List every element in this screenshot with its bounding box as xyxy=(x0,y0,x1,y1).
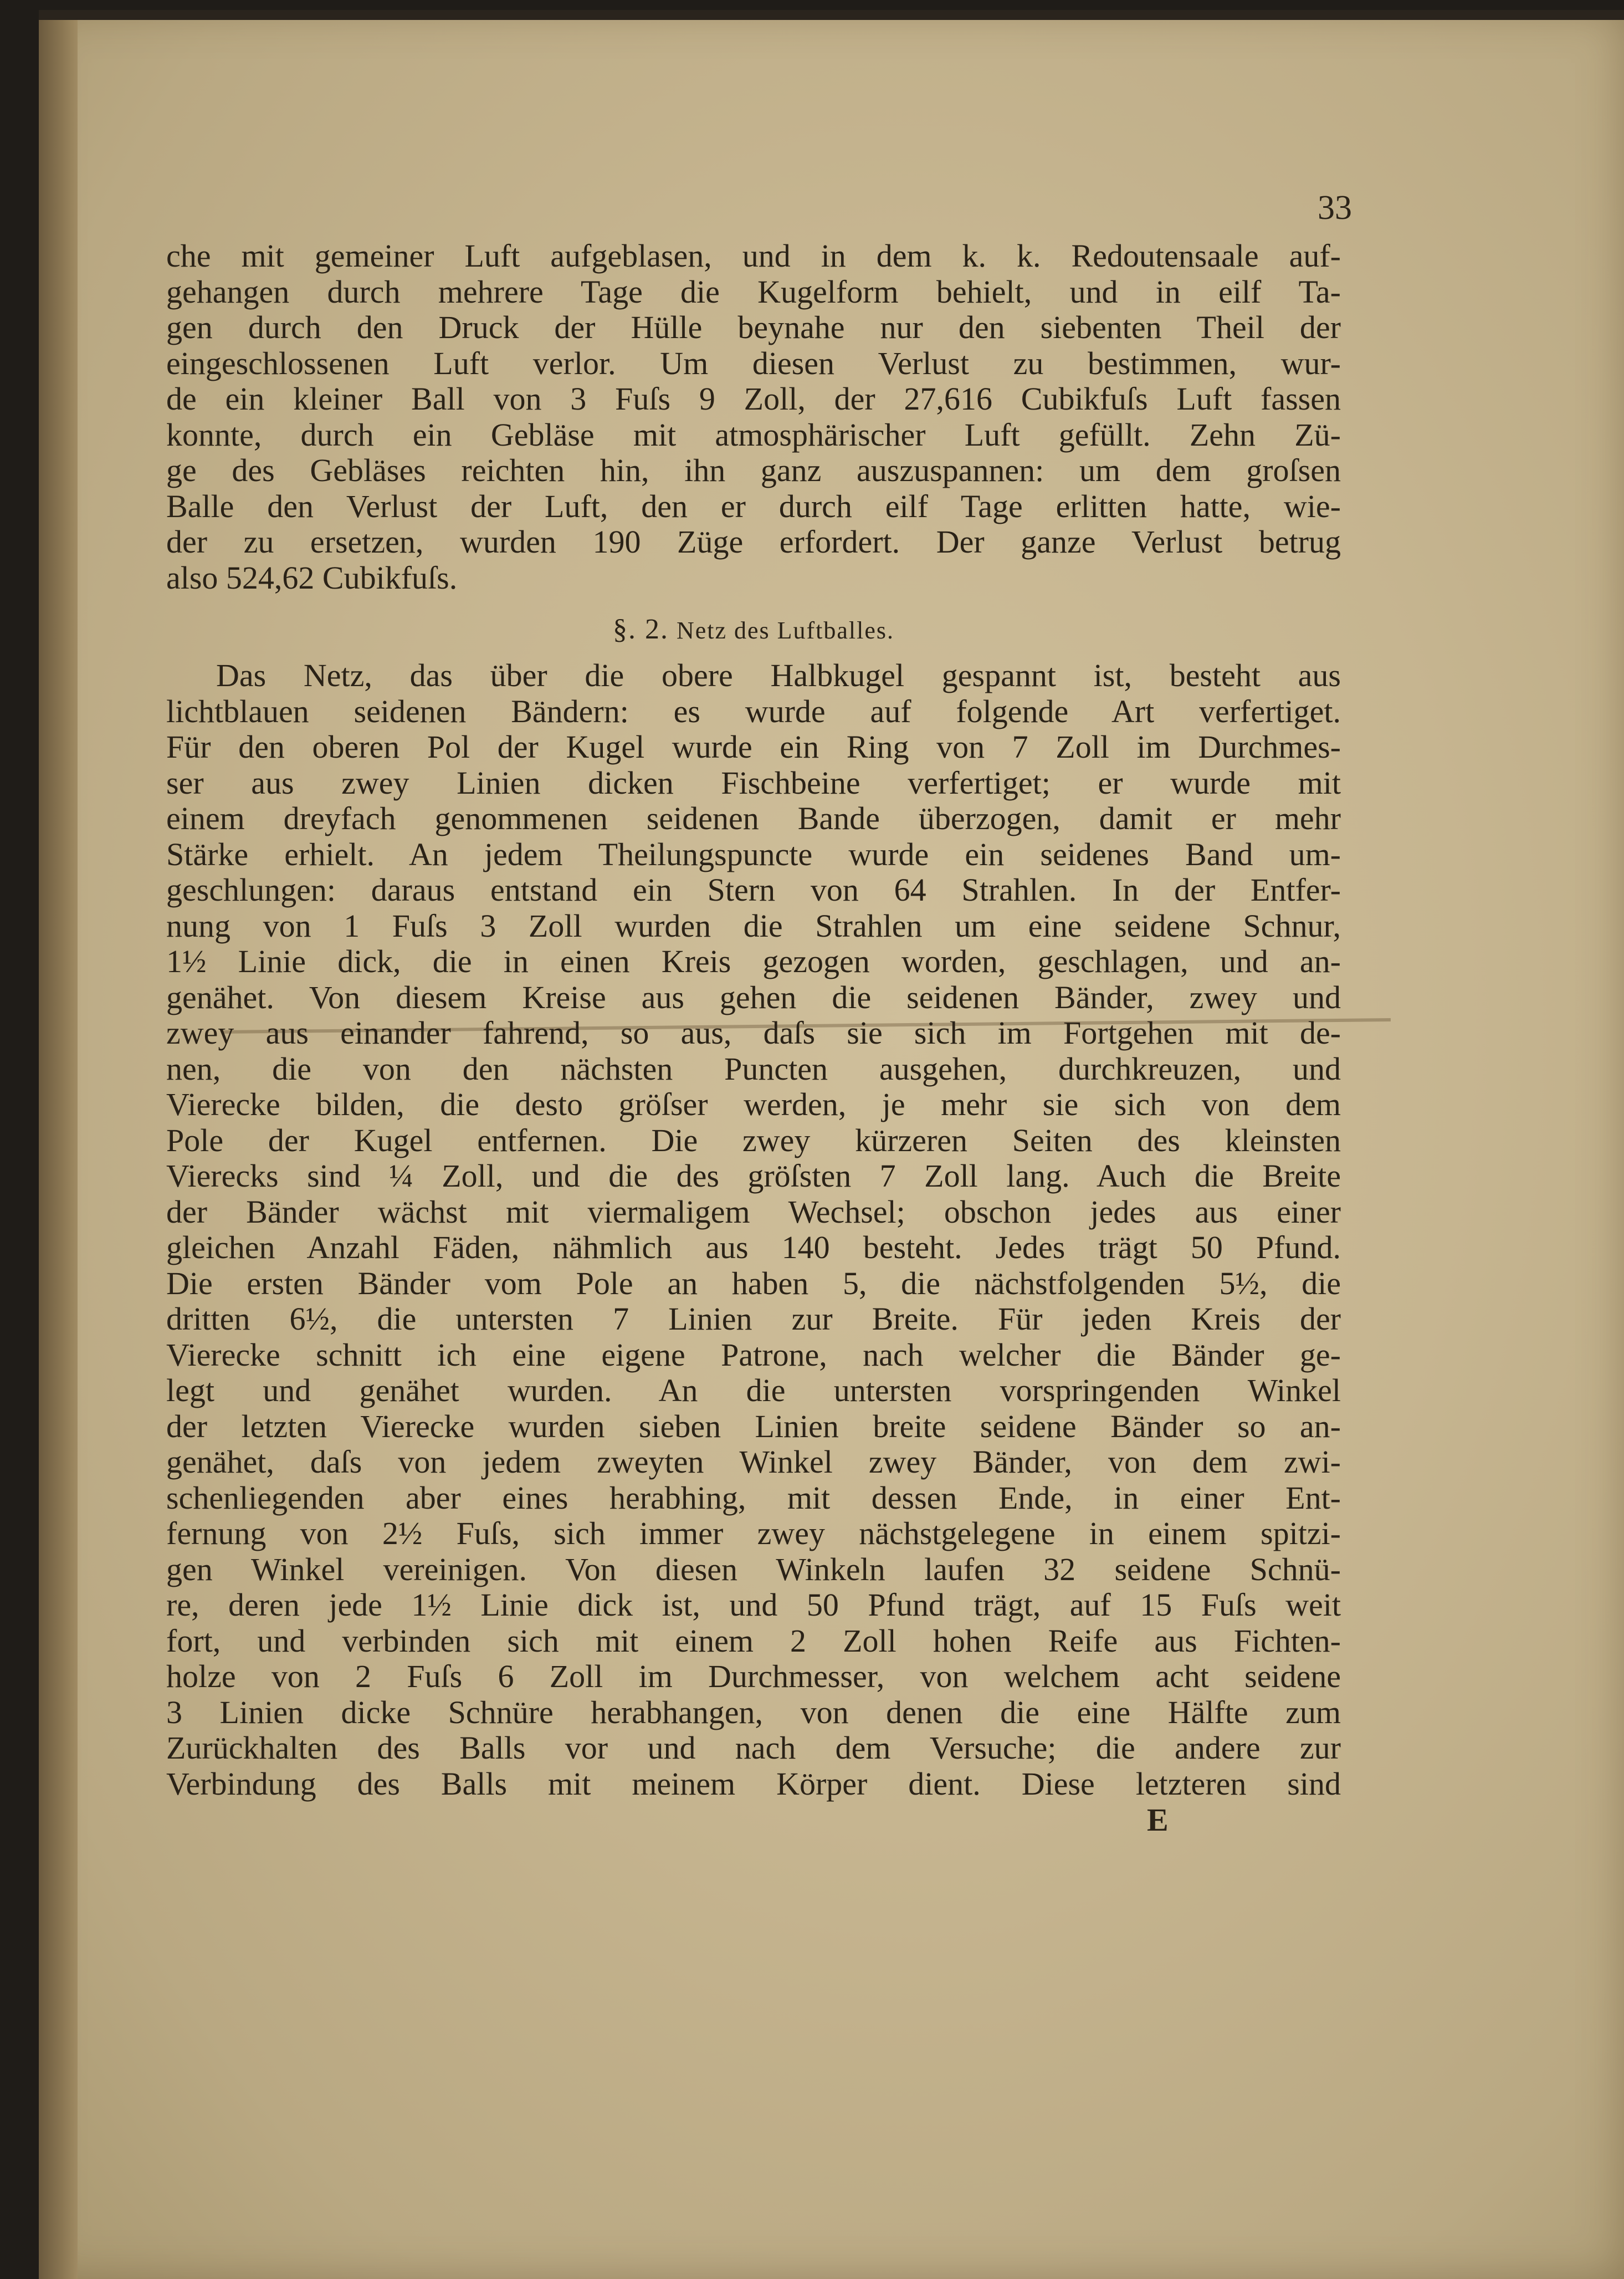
text-line: de ein kleiner Ball von 3 Fuſs 9 Zoll, der 27,616 Cubikfuſs Luft fassen xyxy=(166,381,1341,417)
text-line: gen durch den Druck der Hülle beynahe nur den siebenten Theil der xyxy=(166,309,1341,345)
text-line: konnte, durch ein Gebläse mit atmosphärischer Luft gefüllt. Zehn Zü- xyxy=(166,416,1341,453)
section-number: §. 2. xyxy=(612,614,669,645)
text-line: dritten 6½, die untersten 7 Linien zur Breite. Für jeden Kreis der xyxy=(166,1301,1341,1337)
text-line: der zu ersetzen, wurden 190 Züge erfordert. Der ganze Verlust betrug xyxy=(166,524,1341,560)
signature-mark: E xyxy=(1147,1802,1169,1838)
text-line: holze von 2 Fuſs 6 Zoll im Durchmesser, von welchem acht seidene xyxy=(166,1658,1341,1694)
text-line: zwey aus einander fahrend, so aus, daſs sie sich im Fortgehen mit de- xyxy=(166,1015,1341,1051)
text-line: Verbindung des Balls mit meinem Körper dient. Diese letzteren sind xyxy=(166,1765,1341,1802)
page-binding xyxy=(39,10,78,2279)
text-line: Für den oberen Pol der Kugel wurde ein Ring von 7 Zoll im Durchmes- xyxy=(166,729,1341,765)
paragraph-2 xyxy=(166,658,1341,1802)
text-line: gehangen durch mehrere Tage die Kugelform behielt, und in eilf Ta- xyxy=(166,273,1341,310)
text-line: also 524,62 Cubikfuſs. xyxy=(166,559,458,596)
text-line: geschlungen: daraus entstand ein Stern von 64 Strahlen. In der Entfer- xyxy=(166,872,1341,908)
section-title: Netz des Luftballes. xyxy=(676,617,895,644)
text-line: che mit gemeiner Luft aufgeblasen, und in dem k. k. Redoutensaale auf- xyxy=(166,238,1341,274)
text-line: 3 Linien dicke Schnüre herabhangen, von denen die eine Hälfte zum xyxy=(166,1694,1341,1730)
text-line: fernung von 2½ Fuſs, sich immer zwey nächstgelegene in einem spitzi- xyxy=(166,1515,1341,1551)
text-line: Balle den Verlust der Luft, den er durch eilf Tage erlitten hatte, wie- xyxy=(166,488,1341,524)
text-line: Das Netz, das über die obere Halbkugel gespannt ist, besteht aus xyxy=(216,657,1341,693)
text-line: fort, und verbinden sich mit einem 2 Zoll hohen Reife aus Fichten- xyxy=(166,1622,1341,1659)
text-line: legt und genähet wurden. An die untersten vorspringenden Winkel xyxy=(166,1372,1341,1408)
paragraph-1 xyxy=(166,238,1341,596)
page-number: 33 xyxy=(1318,189,1352,227)
text-line: Vierecks sind ¼ Zoll, und die des gröſsten 7 Zoll lang. Auch die Breite xyxy=(166,1158,1341,1194)
text-line: Stärke erhielt. An jedem Theilungspuncte wurde ein seidenes Band um- xyxy=(166,836,1341,872)
text-line: genähet. Von diesem Kreise aus gehen die seidenen Bänder, zwey und xyxy=(166,979,1341,1015)
page-top-edge xyxy=(39,10,1624,20)
text-line: gen Winkel vereinigen. Von diesen Winkeln laufen 32 seidene Schnü- xyxy=(166,1551,1341,1587)
text-line: Vierecke bilden, die desto gröſser werden, je mehr sie sich von dem xyxy=(166,1086,1341,1122)
text-line: 1½ Linie dick, die in einen Kreis gezogen worden, geschlagen, und an- xyxy=(166,943,1341,979)
text-line: einem dreyfach genommenen seidenen Bande überzogen, damit er mehr xyxy=(166,800,1341,836)
text-line: nung von 1 Fuſs 3 Zoll wurden die Strahlen um eine seidene Schnur, xyxy=(166,907,1341,944)
text-line: nen, die von den nächsten Puncten ausgehen, durchkreuzen, und xyxy=(166,1050,1341,1087)
text-line: schenliegenden aber eines herabhing, mit dessen Ende, in einer Ent- xyxy=(166,1479,1341,1516)
text-line: ser aus zwey Linien dicken Fischbeine verfertiget; er wurde mit xyxy=(166,764,1341,801)
text-line: ge des Gebläses reichten hin, ihn ganz auszuspannen: um dem groſsen xyxy=(166,452,1341,488)
text-line: Zurückhalten des Balls vor und nach dem Versuche; die andere zur xyxy=(166,1730,1341,1766)
body-text xyxy=(166,238,1341,1802)
text-line: eingeschlossenen Luft verlor. Um diesen Verlust zu bestimmen, wur- xyxy=(166,345,1341,381)
text-line: lichtblauen seidenen Bändern: es wurde auf folgende Art verfertiget. xyxy=(166,693,1341,729)
text-line: re, deren jede 1½ Linie dick ist, und 50 Pfund trägt, auf 15 Fuſs weit xyxy=(166,1587,1341,1623)
text-line: der Bänder wächst mit viermaligem Wechsel; obschon jedes aus einer xyxy=(166,1193,1341,1230)
section-heading xyxy=(166,605,1341,656)
text-line: gleichen Anzahl Fäden, nähmlich aus 140 besteht. Jedes trägt 50 Pfund. xyxy=(166,1229,1341,1265)
text-line: Pole der Kugel entfernen. Die zwey kürzeren Seiten des kleinsten xyxy=(166,1122,1341,1158)
text-line: genähet, daſs von jedem zweyten Winkel zwey Bänder, von dem zwi- xyxy=(166,1444,1341,1480)
text-line: Die ersten Bänder vom Pole an haben 5, die nächstfolgenden 5½, die xyxy=(166,1265,1341,1301)
text-line: der letzten Vierecke wurden sieben Linien breite seidene Bänder so an- xyxy=(166,1408,1341,1444)
text-line: Vierecke schnitt ich eine eigene Patrone, nach welcher die Bänder ge- xyxy=(166,1336,1341,1373)
